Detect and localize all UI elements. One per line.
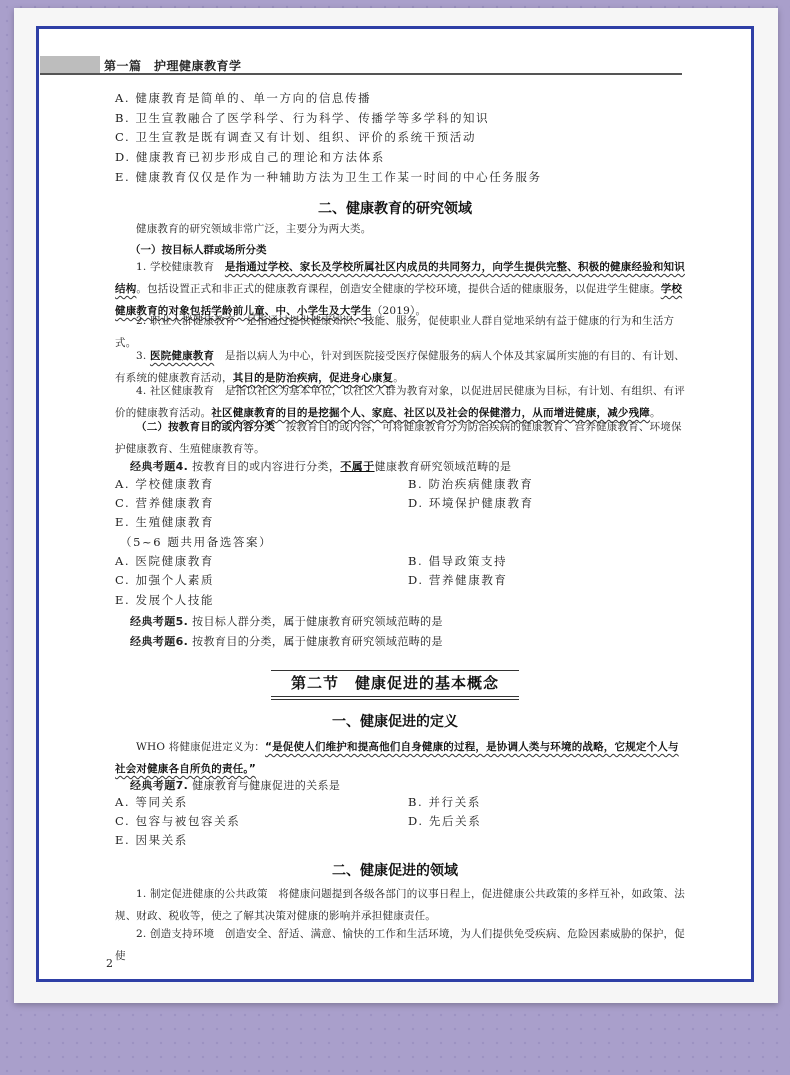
item1-tail: （2019）。	[371, 305, 427, 317]
item3-lead: 3.	[136, 350, 150, 362]
intro-option-c: C. 卫生宣教是既有调查又有计划、组织、评价的系统干预活动	[115, 130, 477, 144]
intro-option-b: B. 卫生宣教融合了医学科学、行为科学、传播学等多学科的知识	[115, 111, 490, 125]
section-heading-definition: 一、健康促进的定义	[332, 714, 458, 730]
paragraph-supportive-env: 2. 创造支持环境 创造安全、舒适、满意、愉快的工作和生活环境，为人们提供免受疾病、危险因素威胁的保护，促使	[115, 928, 685, 962]
header-rule	[40, 73, 682, 75]
item1-mid: 。包括设置正式和非正式的健康教育课程，创造安全健康的学校环境，提供合适的健康服务，以促进学生健康。	[136, 283, 661, 295]
q7-option-b: B. 并行关系	[408, 795, 481, 809]
section-heading-research-fields: 二、健康教育的研究领域	[318, 201, 472, 217]
q5-text: 按目标人群分类，属于健康教育研究领域范畴的是	[188, 615, 443, 628]
item4-emph-purpose: 社区健康教育的目的是挖掘个人、家庭、社区以及社会的保健潜力，从而增进健康，减少残障	[211, 407, 651, 419]
q7-option-d: D. 先后关系	[408, 814, 482, 828]
by-purpose-text: 按教育目的或内容，可将健康教育分为防治疾病的健康教育、营养健康教育、环境保护健康教育、生殖健康教育等。	[115, 421, 682, 455]
q56-option-c: C. 加强个人素质	[115, 573, 215, 587]
page-number: 2	[106, 957, 113, 970]
q4-text-pre: 按教育目的或内容进行分类，	[188, 460, 341, 473]
subheading-by-purpose: （二）按教育目的或内容分类	[136, 421, 276, 433]
intro-option-d: D. 健康教育已初步形成自己的理论和方法体系	[115, 150, 385, 164]
section-heading-fields: 二、健康促进的领域	[332, 863, 458, 879]
header-bar	[40, 56, 100, 74]
definition-lead: WHO 将健康促进定义为：	[136, 741, 265, 753]
running-header	[104, 57, 242, 74]
header-chapter-label: 第一篇	[104, 59, 142, 73]
paragraph-who-definition	[115, 736, 685, 780]
q7-option-c: C. 包容与被包容关系	[115, 814, 241, 828]
q7-label: 经典考题7.	[130, 779, 189, 792]
item3-tail: 。	[393, 372, 404, 384]
question-6	[130, 633, 443, 649]
q4-label: 经典考题4.	[130, 460, 189, 473]
section2-intro: 健康教育的研究领域非常广泛，主要分为两大类。	[136, 223, 372, 235]
q6-text: 按教育目的分类，属于健康教育研究领域范畴的是	[188, 635, 443, 648]
item4-text: 4. 社区健康教育 是指以社区为基本单位，以社区人群为教育对象，以促进居民健康为目标，有计划、有组织、有评价的健康教育活动。	[115, 385, 685, 419]
q4-option-d: D. 环境保护健康教育	[408, 496, 534, 510]
q56-shared-answers: （5~6 题共用备选答案）	[120, 535, 273, 549]
q7-option-e: E. 因果关系	[115, 833, 188, 847]
item3-mid: 是指以病人为中心，针对到医院接受医疗保健服务的病人个体及其家属所实施的有目的、有计划、有系统的健康教育活动，	[115, 350, 685, 384]
subheading-by-target-group: （一）按目标人群或场所分类	[130, 244, 267, 256]
q4-text-post: 健康教育研究领域范畴的是	[374, 460, 512, 473]
chapter-title: 第二节 健康促进的基本概念	[271, 670, 519, 697]
q56-option-b: B. 倡导政策支持	[408, 554, 508, 568]
item4-tail: 。	[650, 407, 661, 419]
item3-emph-purpose: 其目的是防治疾病，促进身心康复	[232, 372, 394, 384]
intro-option-e: E. 健康教育仅仅是作为一种辅助方法为卫生工作某一时间的中心任务服务	[115, 170, 542, 184]
item1-emph-definition: 是指通过学校、家长及学校所属社区内成员的共同努力，向学生提供完整、积极的健康经验和知识结构	[115, 261, 685, 295]
q4-option-c: C. 营养健康教育	[115, 496, 215, 510]
question-5	[130, 613, 443, 629]
paragraph-by-purpose	[115, 416, 685, 460]
paragraph-public-policy: 1. 制定促进健康的公共政策 将健康问题提到各级各部门的议事日程上，促进健康公共政策的多样互补，如政策、法规、财政、税收等，使之了解其决策对健康的影响并承担健康责任。	[115, 888, 685, 922]
q4-text-not: 不属于	[340, 460, 375, 473]
q5-label: 经典考题5.	[130, 615, 189, 628]
q56-option-e: E. 发展个人技能	[115, 593, 215, 607]
q56-option-a: A. 医院健康教育	[115, 554, 215, 568]
q7-text: 健康教育与健康促进的关系是	[188, 779, 341, 792]
paragraph-occupational-health: 2. 职业人群健康教育 是指通过提供健康知识、技能、服务，促使职业人群自觉地采纳有益于健康的行为和生活方式。	[115, 315, 675, 349]
q7-option-a: A. 等同关系	[115, 795, 188, 809]
item3-emph-title: 医院健康教育	[149, 350, 215, 362]
q6-label: 经典考题6.	[130, 635, 189, 648]
q4-option-b: B. 防治疾病健康教育	[408, 477, 534, 491]
q4-option-e: E. 生殖健康教育	[115, 515, 215, 529]
item1-emph-targets: 学校健康教育的对象包括学龄前儿童、中、小学生及大学生	[115, 283, 683, 317]
q4-option-a: A. 学校健康教育	[115, 477, 215, 491]
question-4	[130, 458, 511, 474]
intro-option-a: A. 健康教育是简单的、单一方向的信息传播	[115, 91, 372, 105]
item1-lead: 1. 学校健康教育	[136, 261, 225, 273]
q56-option-d: D. 营养健康教育	[408, 573, 508, 587]
definition-quote: “是促使人们维护和提高他们自身健康的过程，是协调人类与环境的战略，它规定个人与社会对健康各自所负的责任。”	[115, 741, 679, 775]
question-7	[130, 777, 340, 793]
header-book-title: 护理健康教育学	[154, 59, 242, 73]
